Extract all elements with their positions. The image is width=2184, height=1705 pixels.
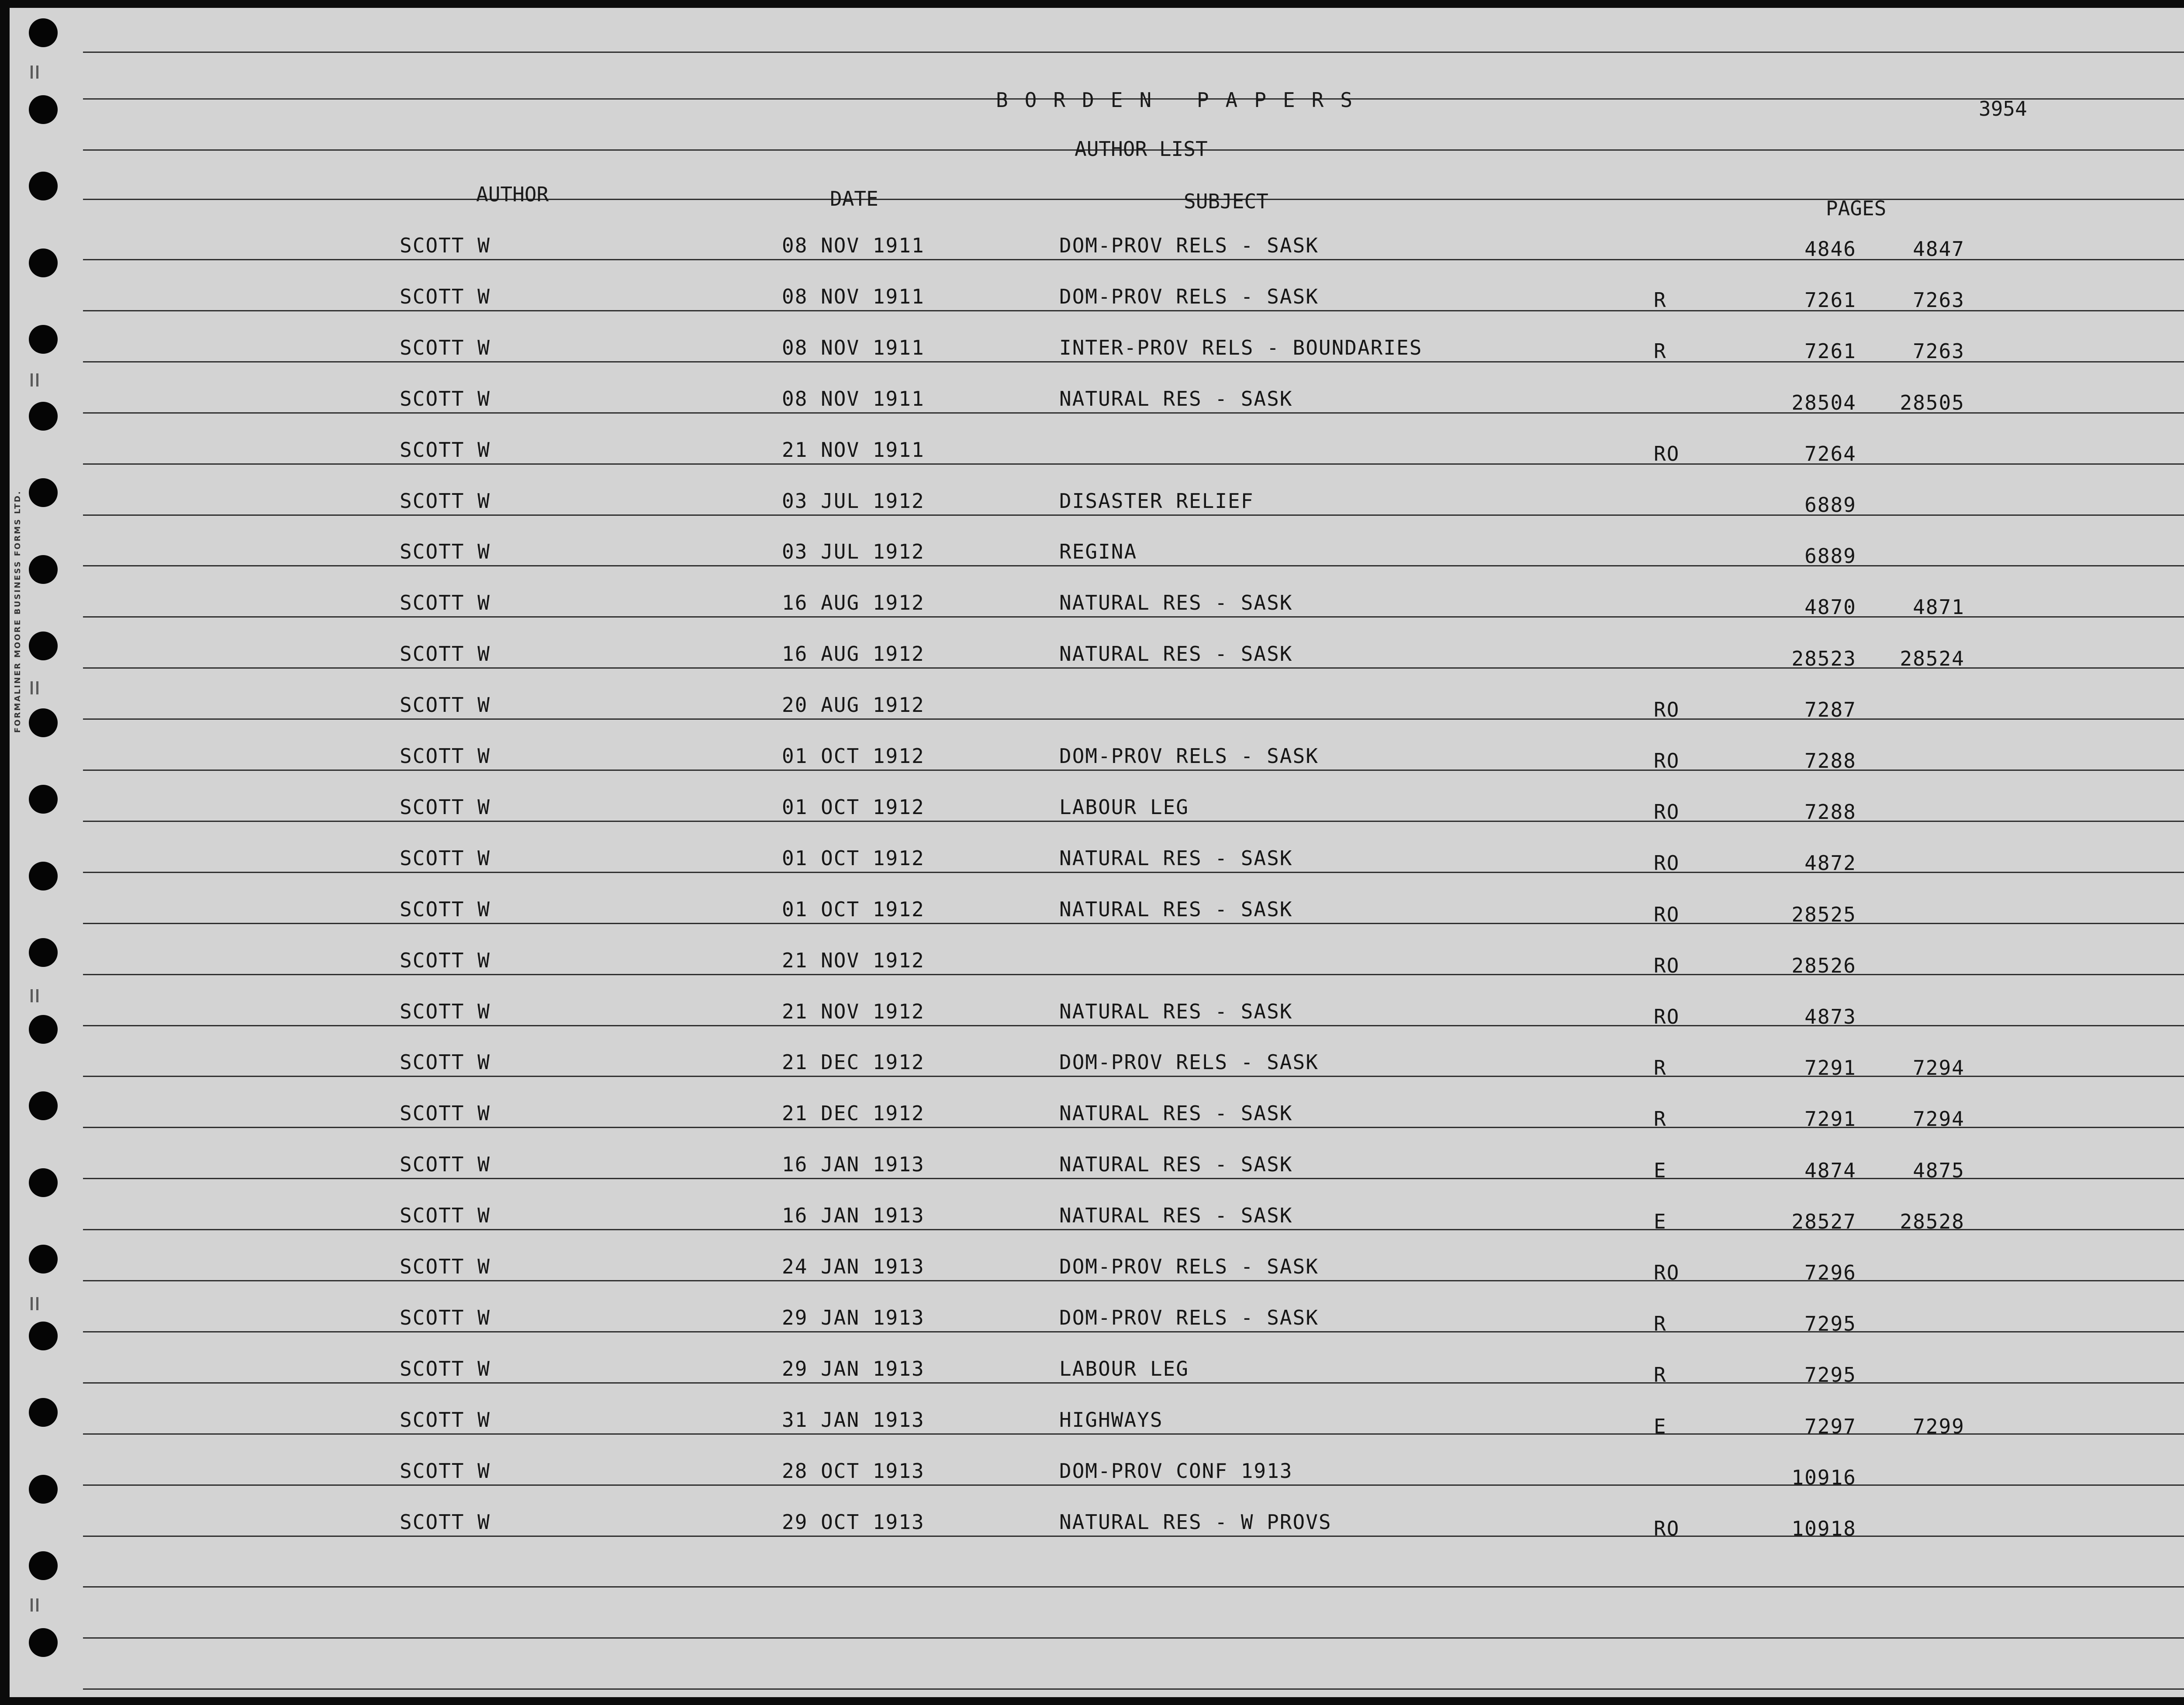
cell-page-from: 7296 (1804, 1261, 1856, 1284)
cell-author: SCOTT W (400, 1101, 491, 1125)
cell-code: E (1654, 1414, 1667, 1438)
cell-author: SCOTT W (400, 335, 491, 359)
cell-date: 01 OCT 1912 (782, 744, 925, 768)
cell-page-from: 4872 (1804, 851, 1856, 875)
cell-code: RO (1654, 902, 1680, 926)
cell-author: SCOTT W (400, 1408, 491, 1432)
cell-date: 01 OCT 1912 (782, 795, 925, 819)
cell-author: SCOTT W (400, 1305, 491, 1329)
cell-subject: NATURAL RES - SASK (1059, 1153, 1293, 1177)
cell-page-from: 7291 (1804, 1056, 1856, 1080)
cell-code: RO (1654, 1261, 1680, 1284)
cell-code: R (1654, 1312, 1667, 1336)
cell-code: RO (1654, 697, 1680, 721)
column-header-date: DATE (830, 187, 878, 211)
cell-code: R (1654, 288, 1667, 312)
cell-page-to: 28505 (1900, 390, 1965, 414)
cell-author: SCOTT W (400, 438, 491, 462)
cell-subject: DOM-PROV RELS - SASK (1059, 284, 1319, 308)
cell-subject: REGINA (1059, 540, 1137, 564)
cell-date: 29 OCT 1913 (782, 1510, 925, 1534)
cell-subject: DOM-PROV CONF 1913 (1059, 1459, 1293, 1483)
cell-date: 16 AUG 1912 (782, 591, 925, 615)
cell-date: 21 NOV 1912 (782, 999, 925, 1023)
cell-author: SCOTT W (400, 744, 491, 768)
cell-page-from: 7291 (1804, 1107, 1856, 1131)
table-row (0, 336, 2184, 362)
cell-date: 01 OCT 1912 (782, 846, 925, 870)
cell-subject: NATURAL RES - SASK (1059, 642, 1293, 666)
cell-page-from: 4873 (1804, 1005, 1856, 1029)
cell-page-from: 4870 (1804, 595, 1856, 619)
table-row (0, 999, 2184, 1029)
table-row (0, 1101, 2184, 1131)
cell-page-from: 10918 (1791, 1517, 1856, 1540)
list-subtitle: AUTHOR LIST (1075, 137, 1208, 161)
feed-hole-icon (29, 1551, 58, 1580)
cell-page-from: 7288 (1804, 800, 1856, 824)
cell-date: 08 NOV 1911 (782, 387, 925, 411)
cell-page-to: 7294 (1913, 1107, 1965, 1131)
cell-page-to: 7294 (1913, 1056, 1965, 1080)
cell-code: R (1654, 339, 1667, 363)
table-row (0, 1204, 2184, 1233)
cell-author: SCOTT W (400, 897, 491, 921)
cell-page-from: 6889 (1804, 544, 1856, 568)
table-row (0, 744, 2184, 773)
table-row (0, 1153, 2184, 1182)
cell-author: SCOTT W (400, 1459, 491, 1483)
page-number: 3954 (1979, 97, 2027, 121)
cell-code: RO (1654, 442, 1680, 466)
cell-page-from: 28525 (1791, 902, 1856, 926)
ruled-line (83, 52, 2184, 53)
cell-date: 16 AUG 1912 (782, 642, 925, 666)
cell-date: 08 NOV 1911 (782, 284, 925, 308)
cell-author: SCOTT W (400, 1510, 491, 1534)
perforation-mark-icon (31, 66, 38, 79)
cell-subject: LABOUR LEG (1059, 1356, 1189, 1381)
cell-page-from: 7297 (1804, 1414, 1856, 1438)
cell-author: SCOTT W (400, 284, 491, 308)
cell-date: 24 JAN 1913 (782, 1255, 925, 1278)
cell-page-from: 28527 (1791, 1209, 1856, 1233)
cell-date: 08 NOV 1911 (782, 234, 925, 257)
table-row (0, 438, 2184, 464)
cell-date: 16 JAN 1913 (782, 1204, 925, 1228)
cell-author: SCOTT W (400, 1255, 491, 1278)
table-row (0, 387, 2184, 413)
table-row (0, 1408, 2184, 1438)
cell-code: RO (1654, 1517, 1680, 1540)
cell-page-from: 10916 (1791, 1465, 1856, 1489)
cell-author: SCOTT W (400, 540, 491, 564)
perforation-mark-icon (31, 681, 38, 694)
cell-subject: NATURAL RES - SASK (1059, 1101, 1293, 1125)
cell-date: 31 JAN 1913 (782, 1408, 925, 1432)
cell-code: RO (1654, 1005, 1680, 1029)
cell-page-from: 7295 (1804, 1363, 1856, 1387)
ruled-line (83, 1637, 2184, 1639)
cell-date: 21 DEC 1912 (782, 1050, 925, 1074)
cell-date: 28 OCT 1913 (782, 1459, 925, 1483)
cell-author: SCOTT W (400, 948, 491, 972)
table-row (0, 693, 2184, 719)
cell-date: 29 JAN 1913 (782, 1305, 925, 1329)
cell-code: RO (1654, 953, 1680, 977)
cell-page-from: 4874 (1804, 1158, 1856, 1182)
cell-page-from: 7288 (1804, 749, 1856, 773)
cell-date: 03 JUL 1912 (782, 540, 925, 564)
cell-date: 01 OCT 1912 (782, 897, 925, 921)
cell-subject: NATURAL RES - SASK (1059, 897, 1293, 921)
cell-page-to: 7263 (1913, 339, 1965, 363)
cell-subject: LABOUR LEG (1059, 795, 1189, 819)
cell-subject: INTER-PROV RELS - BOUNDARIES (1059, 335, 1423, 359)
cell-subject: DOM-PROV RELS - SASK (1059, 744, 1319, 768)
table-row (0, 234, 2184, 260)
cell-author: SCOTT W (400, 999, 491, 1023)
cell-date: 16 JAN 1913 (782, 1153, 925, 1177)
cell-page-to: 4847 (1913, 237, 1965, 261)
form-manufacturer-imprint: FORMALINER MOORE BUSINESS FORMS LTD. (13, 490, 22, 733)
cell-date: 21 NOV 1911 (782, 438, 925, 462)
cell-page-to: 28524 (1900, 646, 1965, 670)
table-row (0, 1255, 2184, 1284)
column-header-pages: PAGES (1826, 197, 1887, 220)
cell-page-to: 4871 (1913, 595, 1965, 619)
cell-code: R (1654, 1056, 1667, 1080)
cell-subject: NATURAL RES - SASK (1059, 999, 1293, 1023)
column-header-author: AUTHOR (476, 183, 549, 206)
cell-subject: DISASTER RELIEF (1059, 489, 1254, 513)
cell-code: R (1654, 1107, 1667, 1131)
cell-subject: DOM-PROV RELS - SASK (1059, 1305, 1319, 1329)
cell-subject: NATURAL RES - SASK (1059, 1204, 1293, 1228)
cell-page-from: 6889 (1804, 493, 1856, 517)
table-row (0, 591, 2184, 617)
table-row (0, 1510, 2184, 1540)
cell-subject: NATURAL RES - SASK (1059, 591, 1293, 615)
cell-author: SCOTT W (400, 642, 491, 666)
cell-date: 20 AUG 1912 (782, 693, 925, 717)
column-header-subject: SUBJECT (1184, 190, 1268, 213)
cell-code: RO (1654, 800, 1680, 824)
cell-author: SCOTT W (400, 591, 491, 615)
cell-page-from: 4846 (1804, 237, 1856, 261)
perforation-mark-icon (31, 373, 38, 387)
cell-date: 21 DEC 1912 (782, 1101, 925, 1125)
feed-hole-icon (29, 1628, 58, 1657)
cell-author: SCOTT W (400, 1204, 491, 1228)
cell-page-from: 7261 (1804, 288, 1856, 312)
table-row (0, 642, 2184, 668)
cell-date: 08 NOV 1911 (782, 335, 925, 359)
table-row (0, 795, 2184, 824)
cell-page-from: 7295 (1804, 1312, 1856, 1336)
feed-hole-icon (29, 18, 58, 47)
cell-date: 29 JAN 1913 (782, 1356, 925, 1381)
document-title: BORDEN PAPERS (996, 88, 1369, 112)
cell-page-to: 7263 (1913, 288, 1965, 312)
cell-page-from: 7261 (1804, 339, 1856, 363)
cell-author: SCOTT W (400, 846, 491, 870)
cell-page-to: 28528 (1900, 1209, 1965, 1233)
table-row (0, 1305, 2184, 1336)
table-row (0, 897, 2184, 924)
table-row (0, 489, 2184, 515)
cell-page-to: 7299 (1913, 1414, 1965, 1438)
feed-hole-icon (29, 95, 58, 124)
cell-author: SCOTT W (400, 387, 491, 411)
cell-subject: NATURAL RES - W PROVS (1059, 1510, 1332, 1534)
table-row (0, 1050, 2184, 1080)
cell-subject: NATURAL RES - SASK (1059, 846, 1293, 870)
cell-date: 03 JUL 1912 (782, 489, 925, 513)
cell-page-from: 7287 (1804, 697, 1856, 721)
cell-code: R (1654, 1363, 1667, 1387)
cell-page-from: 28526 (1791, 953, 1856, 977)
ruled-line (83, 1688, 2184, 1690)
cell-author: SCOTT W (400, 795, 491, 819)
cell-author: SCOTT W (400, 693, 491, 717)
cell-author: SCOTT W (400, 1153, 491, 1177)
table-row (0, 1459, 2184, 1489)
cell-code: E (1654, 1158, 1667, 1182)
cell-subject: HIGHWAYS (1059, 1408, 1163, 1432)
perforation-mark-icon (31, 1598, 38, 1612)
cell-author: SCOTT W (400, 489, 491, 513)
cell-page-from: 28504 (1791, 390, 1856, 414)
cell-page-from: 28523 (1791, 646, 1856, 670)
cell-author: SCOTT W (400, 1356, 491, 1381)
cell-code: RO (1654, 749, 1680, 773)
table-row (0, 846, 2184, 873)
table-row (0, 1356, 2184, 1387)
cell-subject: DOM-PROV RELS - SASK (1059, 234, 1319, 257)
cell-page-from: 7264 (1804, 442, 1856, 466)
cell-code: E (1654, 1209, 1667, 1233)
cell-subject: DOM-PROV RELS - SASK (1059, 1255, 1319, 1278)
cell-page-to: 4875 (1913, 1158, 1965, 1182)
cell-author: SCOTT W (400, 1050, 491, 1074)
cell-subject: NATURAL RES - SASK (1059, 387, 1293, 411)
cell-date: 21 NOV 1912 (782, 948, 925, 972)
table-row (0, 949, 2184, 975)
table-row (0, 285, 2184, 311)
ruled-line (83, 1586, 2184, 1588)
table-row (0, 540, 2184, 566)
cell-subject: DOM-PROV RELS - SASK (1059, 1050, 1319, 1074)
feed-hole-icon (29, 172, 58, 200)
cell-author: SCOTT W (400, 234, 491, 257)
cell-code: RO (1654, 851, 1680, 875)
